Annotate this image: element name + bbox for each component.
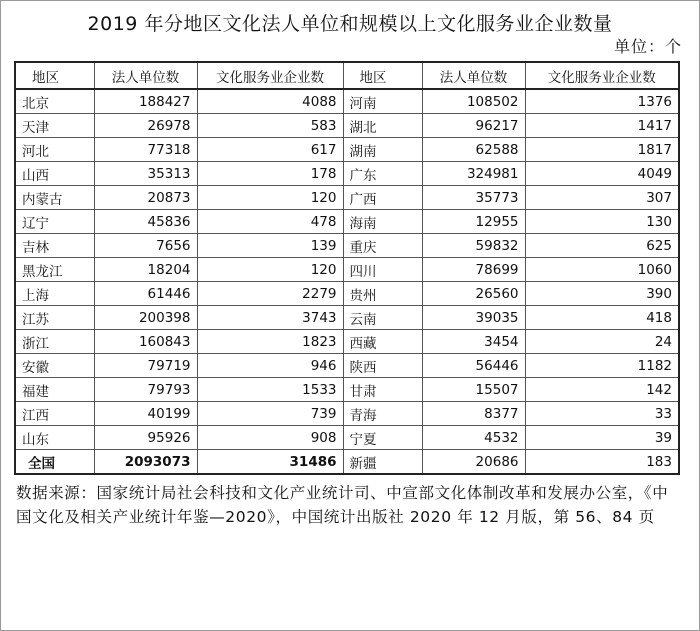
enterprises-cell: 3743 (197, 306, 343, 330)
region-cell: 新疆 (343, 450, 422, 475)
region-cell: 广东 (343, 162, 422, 186)
legal-units-cell: 45836 (94, 210, 197, 234)
enterprises-cell: 178 (197, 162, 343, 186)
table-row (15, 354, 679, 378)
legal-units-cell: 26978 (94, 114, 197, 138)
header-region-right: 地区 (343, 62, 422, 89)
legal-units-cell: 26560 (422, 282, 525, 306)
table-row-national-total (15, 450, 679, 475)
header-legal-units-left: 法人单位数 (94, 62, 197, 89)
region-cell: 山东 (15, 426, 94, 450)
enterprises-cell: 39 (525, 426, 679, 450)
enterprises-cell: 130 (525, 210, 679, 234)
region-cell: 上海 (15, 282, 94, 306)
region-cell: 福建 (15, 378, 94, 402)
table-row (15, 162, 679, 186)
enterprises-cell: 1060 (525, 258, 679, 282)
legal-units-cell: 40199 (94, 402, 197, 426)
region-cell: 河南 (343, 89, 422, 114)
region-cell: 山西 (15, 162, 94, 186)
region-cell: 江西 (15, 402, 94, 426)
data-source-note: 数据来源：国家统计局社会科技和文化产业统计司、中宣部文化体制改革和发展办公室，《中国文化及相关产业统计年鉴—2020》，中国统计出版社 2020 年 12 月版，第 56、84 页 (16, 484, 669, 526)
enterprises-cell: 1376 (525, 89, 679, 114)
legal-units-cell: 77318 (94, 138, 197, 162)
legal-units-cell: 160843 (94, 330, 197, 354)
legal-units-cell: 4532 (422, 426, 525, 450)
region-cell: 湖南 (343, 138, 422, 162)
enterprises-cell: 2279 (197, 282, 343, 306)
region-cell: 云南 (343, 306, 422, 330)
legal-units-cell: 12955 (422, 210, 525, 234)
region-cell: 湖北 (343, 114, 422, 138)
enterprises-cell: 583 (197, 114, 343, 138)
region-cell: 宁夏 (343, 426, 422, 450)
header-enterprises-right: 文化服务业企业数 (525, 62, 679, 89)
enterprises-cell: 24 (525, 330, 679, 354)
enterprises-cell: 946 (197, 354, 343, 378)
unit-label: 单位：个 (613, 37, 682, 56)
legal-units-cell: 61446 (94, 282, 197, 306)
legal-units-cell: 56446 (422, 354, 525, 378)
enterprises-cell: 183 (525, 450, 679, 475)
legal-units-cell: 20873 (94, 186, 197, 210)
region-cell: 河北 (15, 138, 94, 162)
region-cell: 甘肃 (343, 378, 422, 402)
page-title: 2019 年分地区文化法人单位和规模以上文化服务业企业数量 (87, 13, 613, 35)
enterprises-cell: 120 (197, 258, 343, 282)
region-cell: 江苏 (15, 306, 94, 330)
table-row (15, 138, 679, 162)
table-header-row (15, 62, 679, 89)
region-cell: 青海 (343, 402, 422, 426)
legal-units-cell: 108502 (422, 89, 525, 114)
region-cell: 贵州 (343, 282, 422, 306)
enterprises-cell: 307 (525, 186, 679, 210)
legal-units-cell: 79793 (94, 378, 197, 402)
legal-units-cell: 79719 (94, 354, 197, 378)
region-cell: 北京 (15, 89, 94, 114)
enterprises-cell: 478 (197, 210, 343, 234)
enterprises-cell: 617 (197, 138, 343, 162)
data-table (14, 61, 680, 475)
table-row (15, 258, 679, 282)
enterprises-cell: 139 (197, 234, 343, 258)
legal-units-cell: 7656 (94, 234, 197, 258)
table-row (15, 186, 679, 210)
table-row (15, 330, 679, 354)
region-cell: 陕西 (343, 354, 422, 378)
enterprises-cell: 1817 (525, 138, 679, 162)
legal-units-cell: 35313 (94, 162, 197, 186)
legal-units-cell: 62588 (422, 138, 525, 162)
region-cell: 海南 (343, 210, 422, 234)
enterprises-cell: 4088 (197, 89, 343, 114)
table-row (15, 234, 679, 258)
table-row (15, 426, 679, 450)
legal-units-cell: 188427 (94, 89, 197, 114)
enterprises-cell: 33 (525, 402, 679, 426)
region-cell-national: 全国 (15, 450, 94, 475)
header-region-left: 地区 (15, 62, 94, 89)
legal-units-cell: 200398 (94, 306, 197, 330)
enterprises-cell: 1417 (525, 114, 679, 138)
region-cell: 四川 (343, 258, 422, 282)
legal-units-cell: 3454 (422, 330, 525, 354)
legal-units-cell: 39035 (422, 306, 525, 330)
legal-units-cell: 96217 (422, 114, 525, 138)
enterprises-cell: 390 (525, 282, 679, 306)
enterprises-cell: 120 (197, 186, 343, 210)
region-cell: 黑龙江 (15, 258, 94, 282)
table-row (15, 210, 679, 234)
enterprises-cell-national: 31486 (197, 450, 343, 475)
enterprises-cell: 4049 (525, 162, 679, 186)
enterprises-cell: 418 (525, 306, 679, 330)
enterprises-cell: 908 (197, 426, 343, 450)
region-cell: 西藏 (343, 330, 422, 354)
table-row (15, 89, 679, 114)
header-legal-units-right: 法人单位数 (422, 62, 525, 89)
header-enterprises-left: 文化服务业企业数 (197, 62, 343, 89)
legal-units-cell: 35773 (422, 186, 525, 210)
region-cell: 浙江 (15, 330, 94, 354)
enterprises-cell: 1823 (197, 330, 343, 354)
table-row (15, 378, 679, 402)
region-cell: 内蒙古 (15, 186, 94, 210)
legal-units-cell: 8377 (422, 402, 525, 426)
legal-units-cell: 78699 (422, 258, 525, 282)
table-row (15, 114, 679, 138)
legal-units-cell: 324981 (422, 162, 525, 186)
enterprises-cell: 739 (197, 402, 343, 426)
enterprises-cell: 1533 (197, 378, 343, 402)
legal-units-cell: 15507 (422, 378, 525, 402)
enterprises-cell: 1182 (525, 354, 679, 378)
enterprises-cell: 142 (525, 378, 679, 402)
enterprises-cell: 625 (525, 234, 679, 258)
region-cell: 天津 (15, 114, 94, 138)
table-row (15, 402, 679, 426)
legal-units-cell: 20686 (422, 450, 525, 475)
table-row (15, 306, 679, 330)
legal-units-cell: 59832 (422, 234, 525, 258)
region-cell: 广西 (343, 186, 422, 210)
region-cell: 安徽 (15, 354, 94, 378)
region-cell: 辽宁 (15, 210, 94, 234)
legal-units-cell: 18204 (94, 258, 197, 282)
legal-units-cell: 95926 (94, 426, 197, 450)
region-cell: 重庆 (343, 234, 422, 258)
legal-units-cell-national: 2093073 (94, 450, 197, 475)
region-cell: 吉林 (15, 234, 94, 258)
table-row (15, 282, 679, 306)
